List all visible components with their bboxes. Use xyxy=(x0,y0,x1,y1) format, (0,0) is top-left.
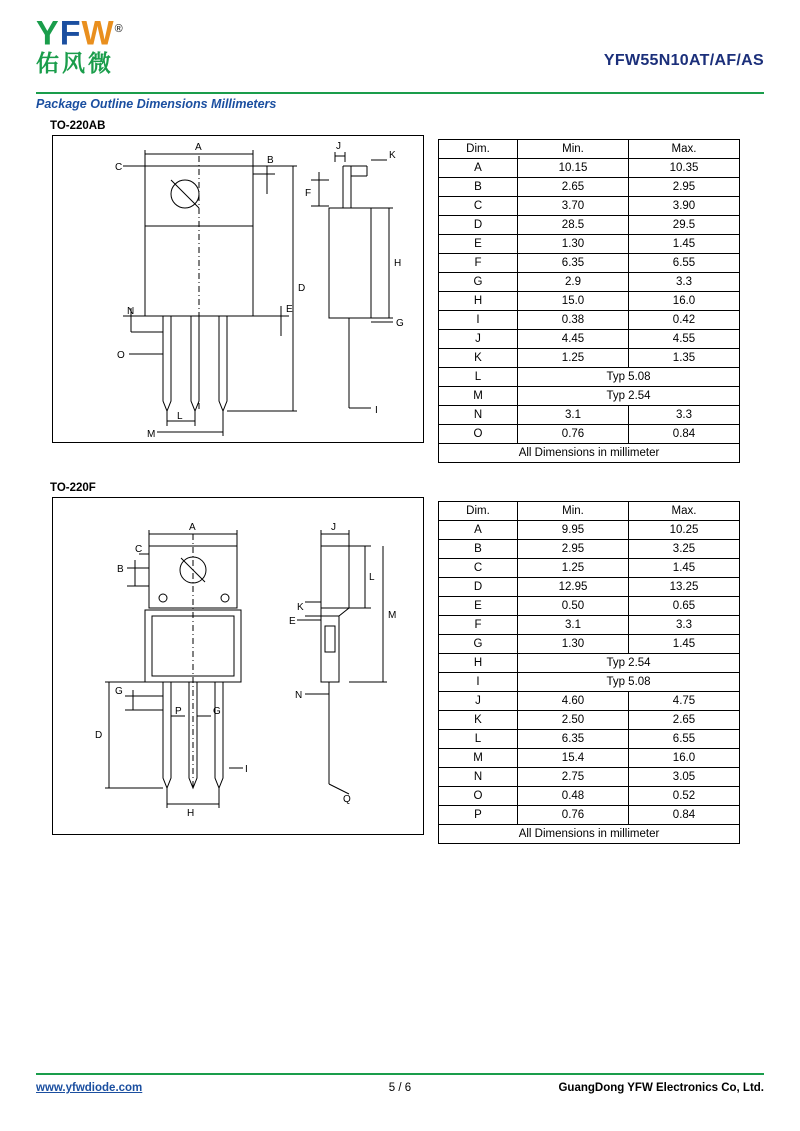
drawing-label-h: H xyxy=(394,258,402,269)
table-row xyxy=(439,368,740,387)
table-header-row xyxy=(439,140,740,159)
cell-min: 0.76 xyxy=(518,425,629,444)
cell-min: 1.25 xyxy=(518,559,629,578)
cell-min: 0.48 xyxy=(518,787,629,806)
registered-trademark-icon: ® xyxy=(114,23,124,35)
cell-max: 1.35 xyxy=(629,349,740,368)
cell-dim: L xyxy=(439,368,518,387)
drawing-label-n: N xyxy=(295,690,303,701)
table-row xyxy=(439,235,740,254)
cell-min: 0.38 xyxy=(518,311,629,330)
drawing-label-l: L xyxy=(369,572,375,583)
dimension-table-to220f xyxy=(438,501,740,844)
table-row xyxy=(439,521,740,540)
drawing-label-l: L xyxy=(177,411,183,422)
cell-min: 2.50 xyxy=(518,711,629,730)
cell-min: 0.76 xyxy=(518,806,629,825)
cell-dim: J xyxy=(439,330,518,349)
drawing-label-g: G xyxy=(213,706,221,717)
cell-max: 0.84 xyxy=(629,425,740,444)
table-footnote-row xyxy=(439,444,740,463)
table-row xyxy=(439,216,740,235)
table-footnote-row xyxy=(439,825,740,844)
cell-max: 1.45 xyxy=(629,635,740,654)
header-divider xyxy=(36,92,764,94)
dimension-table-to220ab xyxy=(438,139,740,463)
drawing-label-e: E xyxy=(289,616,296,627)
to220f-drawing-svg xyxy=(53,498,423,834)
drawing-label-a: A xyxy=(195,142,202,153)
cell-footnote: All Dimensions in millimeter xyxy=(439,825,740,844)
package-label-to220ab: TO-220AB xyxy=(50,120,106,132)
cell-span: Typ 2.54 xyxy=(518,387,740,406)
cell-max: 10.25 xyxy=(629,521,740,540)
cell-min: 2.75 xyxy=(518,768,629,787)
logo-latin-text xyxy=(36,10,216,53)
cell-max: 3.3 xyxy=(629,273,740,292)
cell-min: 0.50 xyxy=(518,597,629,616)
drawing-label-a: A xyxy=(189,522,196,533)
cell-dim: J xyxy=(439,692,518,711)
cell-min: 3.70 xyxy=(518,197,629,216)
drawing-label-h: H xyxy=(187,808,195,819)
logo-letter-y: Y xyxy=(36,14,60,53)
outline-drawing-to220f xyxy=(52,497,424,835)
th-min: Min. xyxy=(518,140,629,159)
cell-min: 4.60 xyxy=(518,692,629,711)
package-label-to220f: TO-220F xyxy=(50,482,96,494)
cell-span: Typ 5.08 xyxy=(518,368,740,387)
cell-min: 10.15 xyxy=(518,159,629,178)
drawing-label-b: B xyxy=(117,564,124,575)
cell-max: 3.05 xyxy=(629,768,740,787)
cell-max: 16.0 xyxy=(629,749,740,768)
cell-dim: O xyxy=(439,787,518,806)
cell-dim: N xyxy=(439,768,518,787)
cell-dim: M xyxy=(439,387,518,406)
footer-page-number: 5 / 6 xyxy=(388,1082,412,1094)
cell-min: 6.35 xyxy=(518,254,629,273)
th-min: Min. xyxy=(518,502,629,521)
drawing-label-g: G xyxy=(396,318,404,329)
drawing-label-j: J xyxy=(331,522,336,533)
cell-max: 4.75 xyxy=(629,692,740,711)
cell-dim: G xyxy=(439,273,518,292)
drawing-label-m: M xyxy=(388,610,397,621)
table-row xyxy=(439,692,740,711)
cell-dim: E xyxy=(439,235,518,254)
footer-website-link[interactable]: www.yfwdiode.com xyxy=(36,1082,143,1094)
drawing-label-d: D xyxy=(95,730,103,741)
table-row xyxy=(439,635,740,654)
table-row xyxy=(439,578,740,597)
cell-min: 2.95 xyxy=(518,540,629,559)
cell-min: 3.1 xyxy=(518,406,629,425)
cell-min: 15.4 xyxy=(518,749,629,768)
table-header-row xyxy=(439,502,740,521)
drawing-label-c: C xyxy=(135,544,143,555)
table-row xyxy=(439,711,740,730)
cell-max: 3.3 xyxy=(629,406,740,425)
part-number-title: YFW55N10AT/AF/AS xyxy=(603,52,764,69)
cell-span: Typ 2.54 xyxy=(518,654,740,673)
table-row xyxy=(439,273,740,292)
cell-dim: A xyxy=(439,159,518,178)
cell-dim: E xyxy=(439,597,518,616)
th-dim: Dim. xyxy=(439,502,518,521)
cell-max: 6.55 xyxy=(629,254,740,273)
drawing-label-o: O xyxy=(117,350,125,361)
cell-dim: D xyxy=(439,578,518,597)
drawing-label-k: K xyxy=(297,602,304,613)
table-row xyxy=(439,159,740,178)
cell-min: 6.35 xyxy=(518,730,629,749)
cell-dim: N xyxy=(439,406,518,425)
table-row xyxy=(439,616,740,635)
page-header xyxy=(0,0,800,96)
cell-dim: C xyxy=(439,197,518,216)
table-row xyxy=(439,254,740,273)
cell-dim: I xyxy=(439,673,518,692)
cell-min: 9.95 xyxy=(518,521,629,540)
table-row xyxy=(439,654,740,673)
drawing-label-q: Q xyxy=(343,794,351,805)
cell-min: 1.30 xyxy=(518,635,629,654)
cell-footnote: All Dimensions in millimeter xyxy=(439,444,740,463)
cell-dim: B xyxy=(439,178,518,197)
drawing-label-j: J xyxy=(336,141,341,152)
cell-max: 3.3 xyxy=(629,616,740,635)
cell-min: 4.45 xyxy=(518,330,629,349)
cell-dim: P xyxy=(439,806,518,825)
logo-letter-w: W xyxy=(81,14,115,53)
cell-dim: K xyxy=(439,711,518,730)
cell-min: 2.9 xyxy=(518,273,629,292)
drawing-label-i: I xyxy=(245,764,248,775)
cell-max: 6.55 xyxy=(629,730,740,749)
cell-min: 12.95 xyxy=(518,578,629,597)
cell-dim: G xyxy=(439,635,518,654)
table-row xyxy=(439,292,740,311)
cell-dim: F xyxy=(439,616,518,635)
table-row xyxy=(439,540,740,559)
logo-letter-f: F xyxy=(59,14,82,53)
cell-dim: M xyxy=(439,749,518,768)
cell-min: 1.25 xyxy=(518,349,629,368)
table-row xyxy=(439,349,740,368)
table-row xyxy=(439,749,740,768)
cell-max: 1.45 xyxy=(629,235,740,254)
cell-min: 3.1 xyxy=(518,616,629,635)
cell-span: Typ 5.08 xyxy=(518,673,740,692)
table-row xyxy=(439,787,740,806)
footer-company-name: GuangDong YFW Electronics Co, Ltd. xyxy=(558,1082,764,1094)
table-row xyxy=(439,730,740,749)
company-logo xyxy=(36,10,216,90)
cell-max: 10.35 xyxy=(629,159,740,178)
drawing-label-d: D xyxy=(298,283,306,294)
cell-max: 0.84 xyxy=(629,806,740,825)
table-row xyxy=(439,178,740,197)
cell-max: 2.65 xyxy=(629,711,740,730)
th-dim: Dim. xyxy=(439,140,518,159)
table-row xyxy=(439,559,740,578)
cell-dim: L xyxy=(439,730,518,749)
cell-dim: F xyxy=(439,254,518,273)
section-title: Package Outline Dimensions Millimeters xyxy=(36,97,277,111)
drawing-label-p: P xyxy=(175,706,182,717)
table-row xyxy=(439,425,740,444)
cell-max: 29.5 xyxy=(629,216,740,235)
outline-drawing-to220ab xyxy=(52,135,424,443)
drawing-label-f: G xyxy=(115,686,123,697)
cell-max: 4.55 xyxy=(629,330,740,349)
footer-divider xyxy=(36,1073,764,1075)
cell-max: 1.45 xyxy=(629,559,740,578)
cell-dim: A xyxy=(439,521,518,540)
table-row xyxy=(439,806,740,825)
cell-max: 16.0 xyxy=(629,292,740,311)
cell-max: 3.25 xyxy=(629,540,740,559)
logo-chinese-text: 佑风微 xyxy=(36,50,114,76)
table-row xyxy=(439,406,740,425)
cell-max: 13.25 xyxy=(629,578,740,597)
cell-dim: K xyxy=(439,349,518,368)
cell-dim: D xyxy=(439,216,518,235)
drawing-label-c: C xyxy=(115,162,123,173)
cell-dim: B xyxy=(439,540,518,559)
table-row xyxy=(439,387,740,406)
cell-min: 2.65 xyxy=(518,178,629,197)
drawing-label-n: N xyxy=(127,306,135,317)
drawing-label-i: I xyxy=(375,405,378,416)
cell-max: 0.65 xyxy=(629,597,740,616)
th-max: Max. xyxy=(629,140,740,159)
cell-max: 0.52 xyxy=(629,787,740,806)
cell-dim: I xyxy=(439,311,518,330)
drawing-label-f: F xyxy=(305,188,312,199)
cell-dim: O xyxy=(439,425,518,444)
table-row xyxy=(439,597,740,616)
drawing-label-k: K xyxy=(389,150,396,161)
table-row xyxy=(439,330,740,349)
table-row xyxy=(439,768,740,787)
table-row xyxy=(439,197,740,216)
cell-min: 15.0 xyxy=(518,292,629,311)
to220ab-drawing-svg xyxy=(53,136,423,442)
cell-min: 28.5 xyxy=(518,216,629,235)
drawing-label-b: B xyxy=(267,155,274,166)
cell-max: 3.90 xyxy=(629,197,740,216)
cell-dim: C xyxy=(439,559,518,578)
th-max: Max. xyxy=(629,502,740,521)
cell-max: 2.95 xyxy=(629,178,740,197)
drawing-label-e: E xyxy=(286,304,293,315)
cell-min: 1.30 xyxy=(518,235,629,254)
table-row xyxy=(439,311,740,330)
cell-dim: H xyxy=(439,292,518,311)
table-row xyxy=(439,673,740,692)
cell-dim: H xyxy=(439,654,518,673)
drawing-label-m: M xyxy=(147,429,156,440)
cell-max: 0.42 xyxy=(629,311,740,330)
